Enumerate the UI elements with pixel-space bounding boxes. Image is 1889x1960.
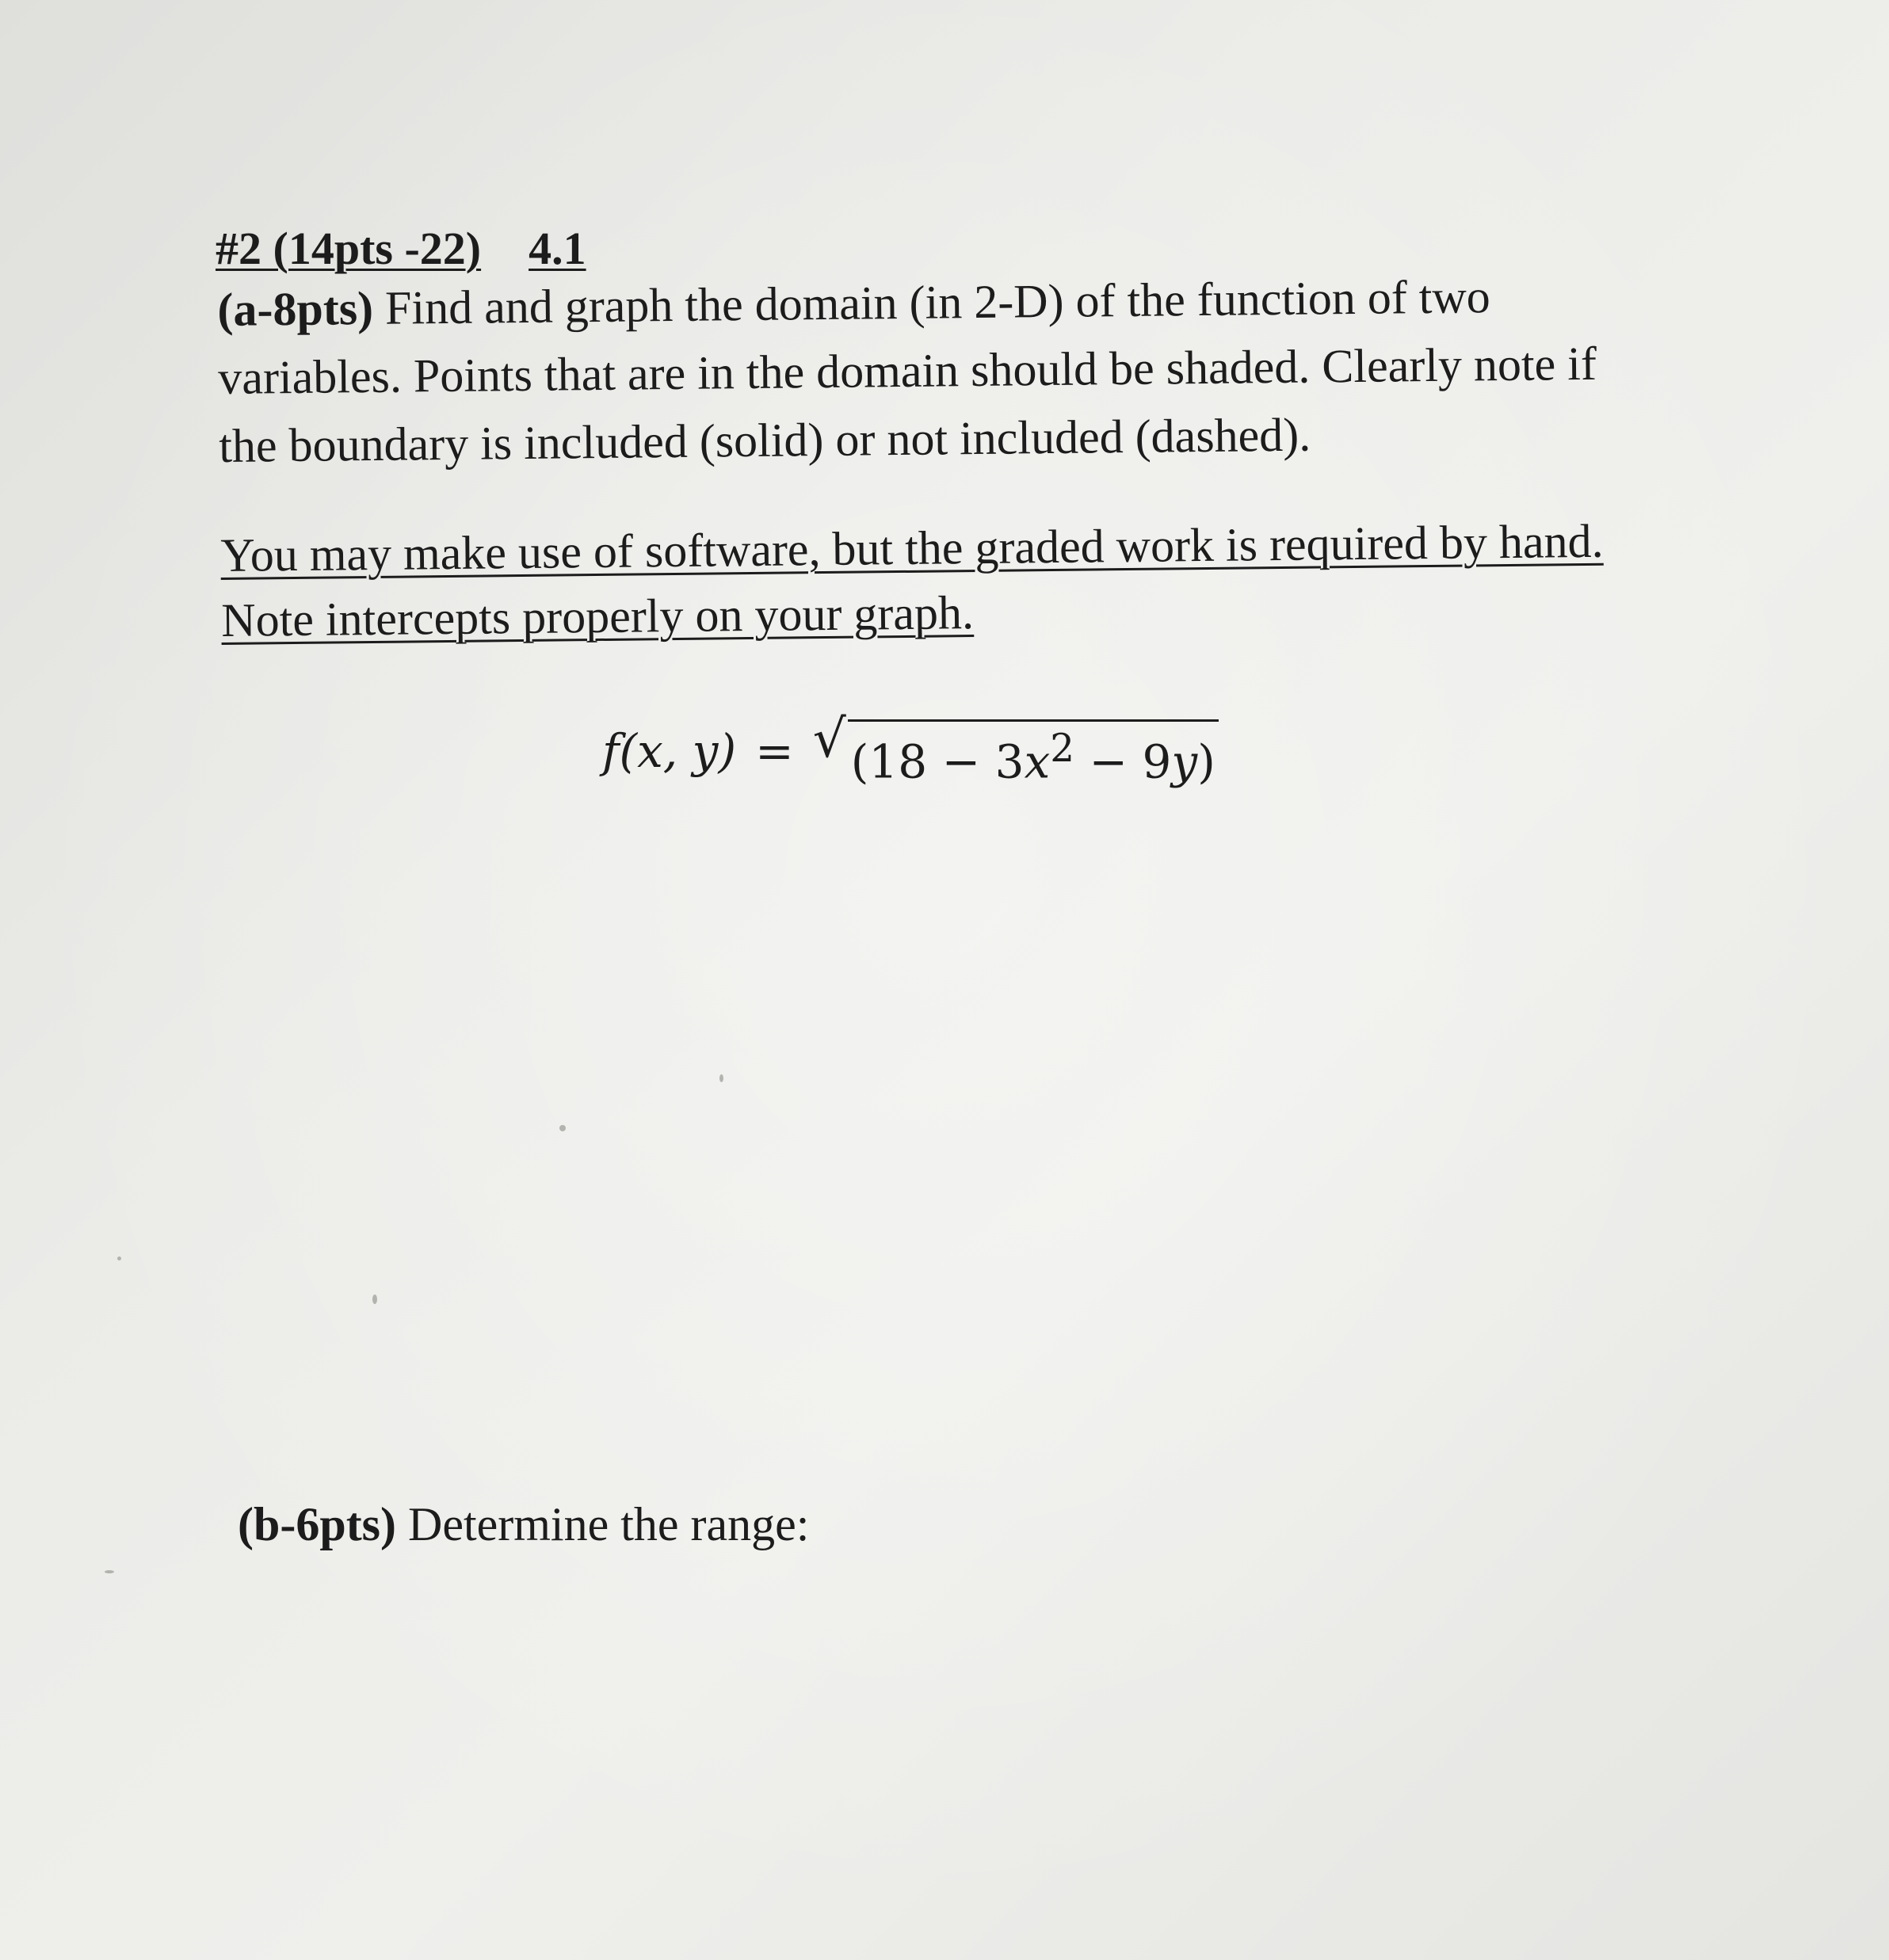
part-b-tag: (b-6pts) [238, 1498, 397, 1550]
part-b-text: Determine the range: [396, 1498, 810, 1550]
function-equation [602, 708, 1219, 789]
paper-speck [559, 1125, 566, 1131]
radicand-part: (18 − 3 [850, 734, 1025, 789]
software-note: You may make use of software, but the graded work is required by hand. Note intercepts properly on your graph. [220, 514, 1604, 646]
function-lhs: f(x, y) [602, 723, 737, 778]
section-number: 4.1 [529, 223, 586, 274]
radicand [848, 719, 1219, 788]
problem-number: #2 (14pts -22) [216, 223, 482, 274]
problem-header [216, 222, 586, 275]
square-root [812, 708, 1219, 789]
paper-speck [117, 1256, 121, 1260]
paper-speck [372, 1295, 377, 1304]
radicand-variable-y: y [1171, 734, 1198, 789]
part-a-instructions [217, 261, 1662, 480]
radicand-variable-x: x [1024, 734, 1051, 789]
radicand-part: ) [1197, 734, 1215, 789]
part-b-question [238, 1497, 809, 1552]
radical-sign-icon: √ [812, 708, 846, 769]
equals-sign: = [755, 723, 794, 778]
radicand-part: − 9 [1074, 734, 1172, 789]
paper-speck [719, 1074, 723, 1082]
part-a-text: Find and graph the domain (in 2-D) of the function of two variables. Points that are in the domain should be shaded. Clearly note if the boundary is included (solid) or not included (dashed). [218, 270, 1597, 472]
part-a-tag: (a-8pts) [217, 281, 374, 336]
radicand-exponent: 2 [1050, 726, 1075, 771]
paper-speck [105, 1570, 114, 1573]
